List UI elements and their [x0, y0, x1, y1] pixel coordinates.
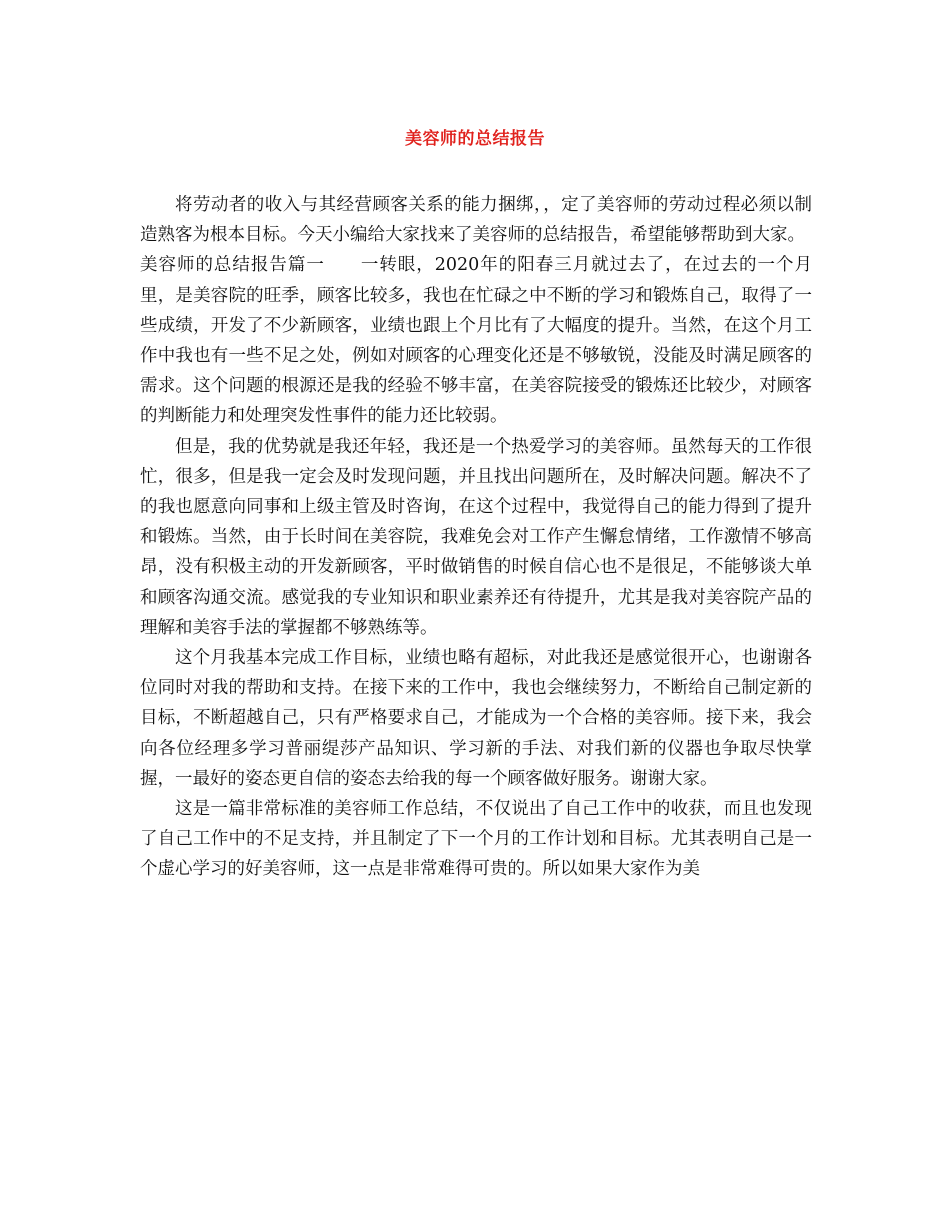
- intro-paragraph: 将劳动者的收入与其经营顾客关系的能力捆绑，，定了美容师的劳动过程必须以制造熟客为根本目标。今天小编给大家找来了美容师的总结报告，希望能够帮助到大家。: [140, 195, 812, 246]
- paragraph-3: 这个月我基本完成工作目标，业绩也略有超标，对此我还是感觉很开心，也谢谢各位同时对我的帮助和支持。在接下来的工作中，我也会继续努力，不断给自己制定新的目标，不断超越自己，只有严格要求自己，才能成为一个合格的美容师。接下来，我会向各位经理多学习普丽缇莎产品知识、学习新的手法、对我们新的仪器也争取尽快掌握，一最好的姿态更自信的姿态去给我的每一个顾客做好服务。谢谢大家。: [140, 648, 812, 789]
- paragraph-4: 这是一篇非常标准的美容师工作总结，不仅说出了自己工作中的收获，而且也发现了自己工作中的不足支持，并且制定了下一个月的工作计划和目标。尤其表明自己是一个虚心学习的好美容师，这一点是非常难得可贵的。所以如果大家作为美: [140, 799, 812, 880]
- section-paragraph-1: [140, 250, 812, 431]
- section-paragraph-1-text: 一转眼，2020年的阳春三月就过去了，在过去的一个月里，是美容院的旺季，顾客比较多，我也在忙碌之中不断的学习和锻炼自己，取得了一些成绩，开发了不少新顾客，业绩也跟上个月比有了大幅度的提升。当然，在这个月工作中我也有一些不足之处，例如对顾客的心理变化还是不够敏锐，没能及时满足顾客的需求。这个问题的根源还是我的经验不够丰富，在美容院接受的锻炼还比较少，对顾客的判断能力和处理突发性事件的能力还比较弱。: [140, 255, 813, 427]
- section-heading: 美容师的总结报告篇一: [140, 255, 325, 276]
- document-body: [140, 190, 812, 885]
- document-title: 美容师的总结报告: [405, 129, 545, 149]
- paragraph-2: 但是，我的优势就是我还年轻，我还是一个热爱学习的美容师。虽然每天的工作很忙，很多，但是我一定会及时发现问题，并且找出问题所在，及时解决问题。解决不了的我也愿意向同事和上级主管及时咨询，在这个过程中，我觉得自己的能力得到了提升和锻炼。当然，由于长时间在美容院，我难免会对工作产生懈怠情绪，工作激情不够高昂，没有积极主动的开发新顾客，平时做销售的时候自信心也不是很足，不能够谈大单和顾客沟通交流。感觉我的专业知识和职业素养还有待提升，尤其是我对美容院产品的理解和美容手法的掌握都不够熟练等。: [140, 436, 812, 638]
